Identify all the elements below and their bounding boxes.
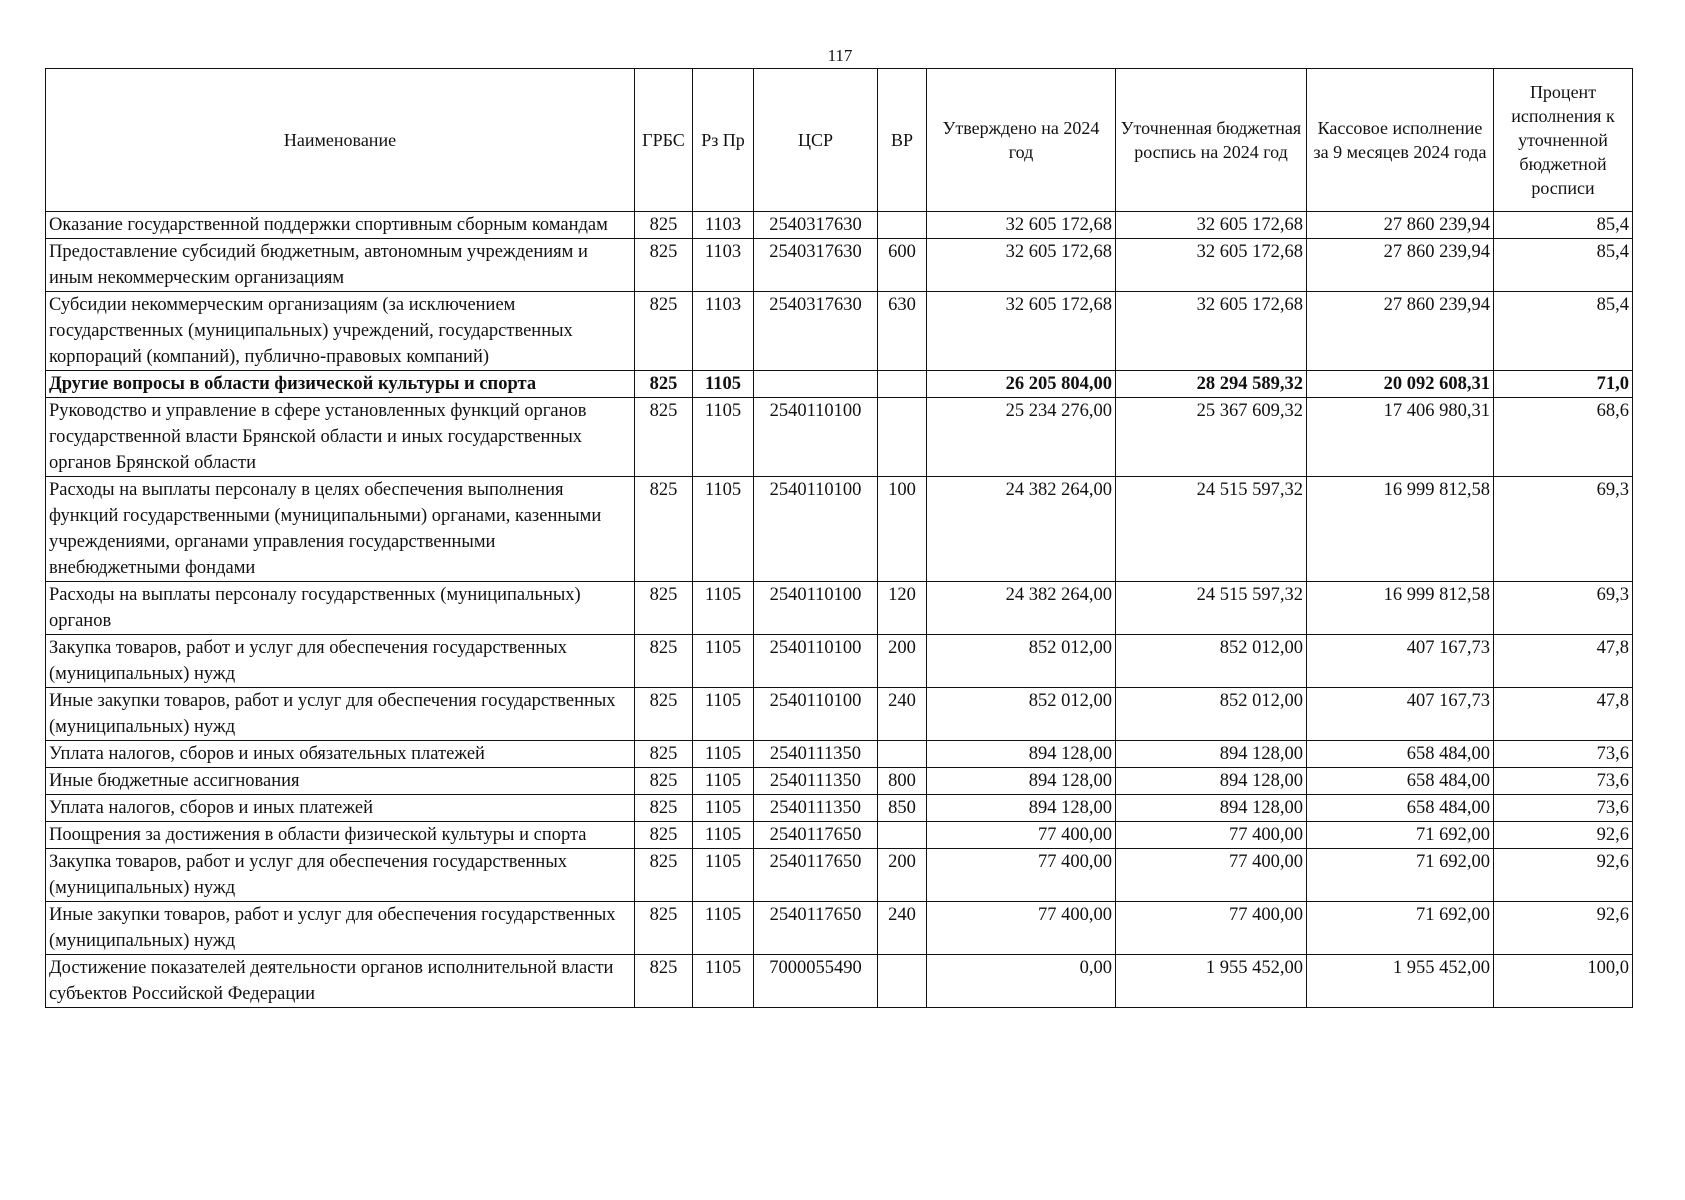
cell-percent: 92,6 bbox=[1494, 902, 1633, 955]
header-approved: Утверждено на 2024 год bbox=[927, 69, 1116, 212]
cell-name: Иные закупки товаров, работ и услуг для обеспечения государственных (муниципальных) нужд bbox=[46, 902, 635, 955]
cell-rzpr: 1105 bbox=[693, 371, 754, 398]
table-row bbox=[46, 398, 1633, 477]
header-vr: ВР bbox=[878, 69, 927, 212]
cell-grbs: 825 bbox=[635, 849, 693, 902]
table-row bbox=[46, 688, 1633, 741]
cell-refined: 25 367 609,32 bbox=[1116, 398, 1307, 477]
cell-grbs: 825 bbox=[635, 582, 693, 635]
cell-csr: 2540117650 bbox=[754, 902, 878, 955]
table-header bbox=[46, 69, 1633, 212]
cell-approved: 24 382 264,00 bbox=[927, 582, 1116, 635]
cell-vr: 100 bbox=[878, 477, 927, 582]
cell-percent: 92,6 bbox=[1494, 849, 1633, 902]
cell-refined: 894 128,00 bbox=[1116, 741, 1307, 768]
cell-csr: 2540317630 bbox=[754, 239, 878, 292]
cell-name: Руководство и управление в сфере установленных функций органов государственной власти Брянской области и иных государственных органов Брянской области bbox=[46, 398, 635, 477]
cell-grbs: 825 bbox=[635, 398, 693, 477]
cell-approved: 24 382 264,00 bbox=[927, 477, 1116, 582]
cell-vr bbox=[878, 741, 927, 768]
cell-name: Закупка товаров, работ и услуг для обеспечения государственных (муниципальных) нужд bbox=[46, 849, 635, 902]
table-row bbox=[46, 955, 1633, 1008]
cell-rzpr: 1105 bbox=[693, 582, 754, 635]
cell-cash: 71 692,00 bbox=[1307, 822, 1494, 849]
cell-rzpr: 1105 bbox=[693, 849, 754, 902]
cell-cash: 658 484,00 bbox=[1307, 741, 1494, 768]
cell-grbs: 825 bbox=[635, 822, 693, 849]
cell-name: Поощрения за достижения в области физической культуры и спорта bbox=[46, 822, 635, 849]
cell-approved: 77 400,00 bbox=[927, 849, 1116, 902]
cell-percent: 85,4 bbox=[1494, 292, 1633, 371]
cell-name: Иные бюджетные ассигнования bbox=[46, 768, 635, 795]
cell-refined: 77 400,00 bbox=[1116, 849, 1307, 902]
cell-vr bbox=[878, 398, 927, 477]
table-row bbox=[46, 849, 1633, 902]
cell-percent: 69,3 bbox=[1494, 582, 1633, 635]
table-row bbox=[46, 768, 1633, 795]
cell-refined: 24 515 597,32 bbox=[1116, 582, 1307, 635]
table-row bbox=[46, 902, 1633, 955]
cell-vr bbox=[878, 371, 927, 398]
cell-name: Уплата налогов, сборов и иных платежей bbox=[46, 795, 635, 822]
cell-approved: 25 234 276,00 bbox=[927, 398, 1116, 477]
cell-approved: 77 400,00 bbox=[927, 902, 1116, 955]
cell-refined: 32 605 172,68 bbox=[1116, 239, 1307, 292]
cell-name: Субсидии некоммерческим организациям (за исключением государственных (муниципальных) учреждений, государственных корпораций (компаний), публично-правовых компаний) bbox=[46, 292, 635, 371]
cell-refined: 32 605 172,68 bbox=[1116, 212, 1307, 239]
cell-refined: 24 515 597,32 bbox=[1116, 477, 1307, 582]
cell-approved: 32 605 172,68 bbox=[927, 239, 1116, 292]
cell-vr: 200 bbox=[878, 635, 927, 688]
table-row bbox=[46, 239, 1633, 292]
cell-grbs: 825 bbox=[635, 902, 693, 955]
cell-csr: 2540111350 bbox=[754, 768, 878, 795]
cell-vr: 630 bbox=[878, 292, 927, 371]
cell-refined: 894 128,00 bbox=[1116, 795, 1307, 822]
cell-approved: 32 605 172,68 bbox=[927, 292, 1116, 371]
table-row bbox=[46, 795, 1633, 822]
cell-cash: 27 860 239,94 bbox=[1307, 239, 1494, 292]
cell-cash: 407 167,73 bbox=[1307, 688, 1494, 741]
cell-cash: 16 999 812,58 bbox=[1307, 477, 1494, 582]
cell-cash: 658 484,00 bbox=[1307, 768, 1494, 795]
cell-rzpr: 1105 bbox=[693, 795, 754, 822]
page-number: 117 bbox=[827, 46, 853, 65]
cell-cash: 16 999 812,58 bbox=[1307, 582, 1494, 635]
table-row bbox=[46, 635, 1633, 688]
budget-execution-table bbox=[45, 68, 1633, 1008]
cell-rzpr: 1103 bbox=[693, 292, 754, 371]
cell-vr: 850 bbox=[878, 795, 927, 822]
cell-name: Расходы на выплаты персоналу в целях обеспечения выполнения функций государственными (муниципальными) органами, казенными учреждениями, органами управления государственными внебюджетными фондами bbox=[46, 477, 635, 582]
cell-percent: 47,8 bbox=[1494, 635, 1633, 688]
cell-refined: 77 400,00 bbox=[1116, 822, 1307, 849]
cell-grbs: 825 bbox=[635, 795, 693, 822]
cell-refined: 852 012,00 bbox=[1116, 688, 1307, 741]
cell-percent: 73,6 bbox=[1494, 741, 1633, 768]
cell-approved: 894 128,00 bbox=[927, 768, 1116, 795]
cell-approved: 0,00 bbox=[927, 955, 1116, 1008]
cell-vr: 600 bbox=[878, 239, 927, 292]
cell-csr: 2540111350 bbox=[754, 795, 878, 822]
cell-rzpr: 1105 bbox=[693, 768, 754, 795]
table-row bbox=[46, 477, 1633, 582]
cell-csr: 2540111350 bbox=[754, 741, 878, 768]
cell-refined: 28 294 589,32 bbox=[1116, 371, 1307, 398]
cell-vr bbox=[878, 212, 927, 239]
table-row bbox=[46, 582, 1633, 635]
cell-cash: 407 167,73 bbox=[1307, 635, 1494, 688]
header-grbs: ГРБС bbox=[635, 69, 693, 212]
cell-csr: 2540110100 bbox=[754, 582, 878, 635]
cell-csr: 7000055490 bbox=[754, 955, 878, 1008]
table-row bbox=[46, 822, 1633, 849]
cell-csr: 2540110100 bbox=[754, 477, 878, 582]
cell-csr: 2540317630 bbox=[754, 212, 878, 239]
cell-name: Закупка товаров, работ и услуг для обеспечения государственных (муниципальных) нужд bbox=[46, 635, 635, 688]
cell-percent: 71,0 bbox=[1494, 371, 1633, 398]
cell-vr: 200 bbox=[878, 849, 927, 902]
cell-rzpr: 1105 bbox=[693, 822, 754, 849]
cell-cash: 27 860 239,94 bbox=[1307, 292, 1494, 371]
cell-vr bbox=[878, 955, 927, 1008]
table-row bbox=[46, 212, 1633, 239]
cell-name: Другие вопросы в области физической культуры и спорта bbox=[46, 371, 635, 398]
cell-vr: 120 bbox=[878, 582, 927, 635]
cell-percent: 92,6 bbox=[1494, 822, 1633, 849]
cell-grbs: 825 bbox=[635, 292, 693, 371]
cell-name: Предоставление субсидий бюджетным, автономным учреждениям и иным некоммерческим организациям bbox=[46, 239, 635, 292]
cell-name: Оказание государственной поддержки спортивным сборным командам bbox=[46, 212, 635, 239]
cell-cash: 20 092 608,31 bbox=[1307, 371, 1494, 398]
header-refined: Уточненная бюджетная роспись на 2024 год bbox=[1116, 69, 1307, 212]
cell-csr: 2540117650 bbox=[754, 849, 878, 902]
table-row bbox=[46, 741, 1633, 768]
cell-percent: 69,3 bbox=[1494, 477, 1633, 582]
cell-approved: 77 400,00 bbox=[927, 822, 1116, 849]
cell-rzpr: 1105 bbox=[693, 741, 754, 768]
cell-csr: 2540110100 bbox=[754, 398, 878, 477]
cell-name: Иные закупки товаров, работ и услуг для обеспечения государственных (муниципальных) нужд bbox=[46, 688, 635, 741]
cell-cash: 1 955 452,00 bbox=[1307, 955, 1494, 1008]
cell-vr: 240 bbox=[878, 902, 927, 955]
cell-grbs: 825 bbox=[635, 635, 693, 688]
cell-vr: 800 bbox=[878, 768, 927, 795]
cell-cash: 17 406 980,31 bbox=[1307, 398, 1494, 477]
cell-rzpr: 1105 bbox=[693, 955, 754, 1008]
cell-rzpr: 1105 bbox=[693, 398, 754, 477]
cell-approved: 32 605 172,68 bbox=[927, 212, 1116, 239]
table-row bbox=[46, 292, 1633, 371]
header-cash: Кассовое исполнение за 9 месяцев 2024 года bbox=[1307, 69, 1494, 212]
cell-vr bbox=[878, 822, 927, 849]
cell-grbs: 825 bbox=[635, 955, 693, 1008]
cell-approved: 26 205 804,00 bbox=[927, 371, 1116, 398]
cell-percent: 73,6 bbox=[1494, 795, 1633, 822]
header-csr: ЦСР bbox=[754, 69, 878, 212]
cell-grbs: 825 bbox=[635, 212, 693, 239]
cell-name: Расходы на выплаты персоналу государственных (муниципальных) органов bbox=[46, 582, 635, 635]
cell-rzpr: 1105 bbox=[693, 902, 754, 955]
cell-name: Достижение показателей деятельности органов исполнительной власти субъектов Российской Федерации bbox=[46, 955, 635, 1008]
cell-approved: 894 128,00 bbox=[927, 741, 1116, 768]
cell-rzpr: 1105 bbox=[693, 635, 754, 688]
cell-csr: 2540117650 bbox=[754, 822, 878, 849]
cell-percent: 47,8 bbox=[1494, 688, 1633, 741]
cell-grbs: 825 bbox=[635, 239, 693, 292]
cell-grbs: 825 bbox=[635, 688, 693, 741]
cell-csr: 2540110100 bbox=[754, 688, 878, 741]
cell-approved: 852 012,00 bbox=[927, 688, 1116, 741]
cell-rzpr: 1105 bbox=[693, 688, 754, 741]
cell-grbs: 825 bbox=[635, 371, 693, 398]
cell-cash: 658 484,00 bbox=[1307, 795, 1494, 822]
cell-refined: 32 605 172,68 bbox=[1116, 292, 1307, 371]
cell-percent: 85,4 bbox=[1494, 212, 1633, 239]
header-rzpr: Рз Пр bbox=[693, 69, 754, 212]
cell-refined: 77 400,00 bbox=[1116, 902, 1307, 955]
header-percent: Процент исполнения к уточненной бюджетной росписи bbox=[1494, 69, 1633, 212]
cell-grbs: 825 bbox=[635, 477, 693, 582]
cell-refined: 894 128,00 bbox=[1116, 768, 1307, 795]
cell-rzpr: 1105 bbox=[693, 477, 754, 582]
table-row-subtotal bbox=[46, 371, 1633, 398]
cell-grbs: 825 bbox=[635, 741, 693, 768]
cell-percent: 85,4 bbox=[1494, 239, 1633, 292]
cell-csr bbox=[754, 371, 878, 398]
cell-rzpr: 1103 bbox=[693, 212, 754, 239]
cell-name: Уплата налогов, сборов и иных обязательных платежей bbox=[46, 741, 635, 768]
cell-percent: 68,6 bbox=[1494, 398, 1633, 477]
cell-csr: 2540110100 bbox=[754, 635, 878, 688]
cell-cash: 71 692,00 bbox=[1307, 902, 1494, 955]
cell-percent: 73,6 bbox=[1494, 768, 1633, 795]
cell-refined: 852 012,00 bbox=[1116, 635, 1307, 688]
cell-approved: 894 128,00 bbox=[927, 795, 1116, 822]
cell-cash: 27 860 239,94 bbox=[1307, 212, 1494, 239]
cell-vr: 240 bbox=[878, 688, 927, 741]
table-body bbox=[46, 212, 1633, 1008]
cell-csr: 2540317630 bbox=[754, 292, 878, 371]
cell-percent: 100,0 bbox=[1494, 955, 1633, 1008]
cell-approved: 852 012,00 bbox=[927, 635, 1116, 688]
cell-refined: 1 955 452,00 bbox=[1116, 955, 1307, 1008]
cell-cash: 71 692,00 bbox=[1307, 849, 1494, 902]
header-name: Наименование bbox=[46, 69, 635, 212]
cell-rzpr: 1103 bbox=[693, 239, 754, 292]
cell-grbs: 825 bbox=[635, 768, 693, 795]
